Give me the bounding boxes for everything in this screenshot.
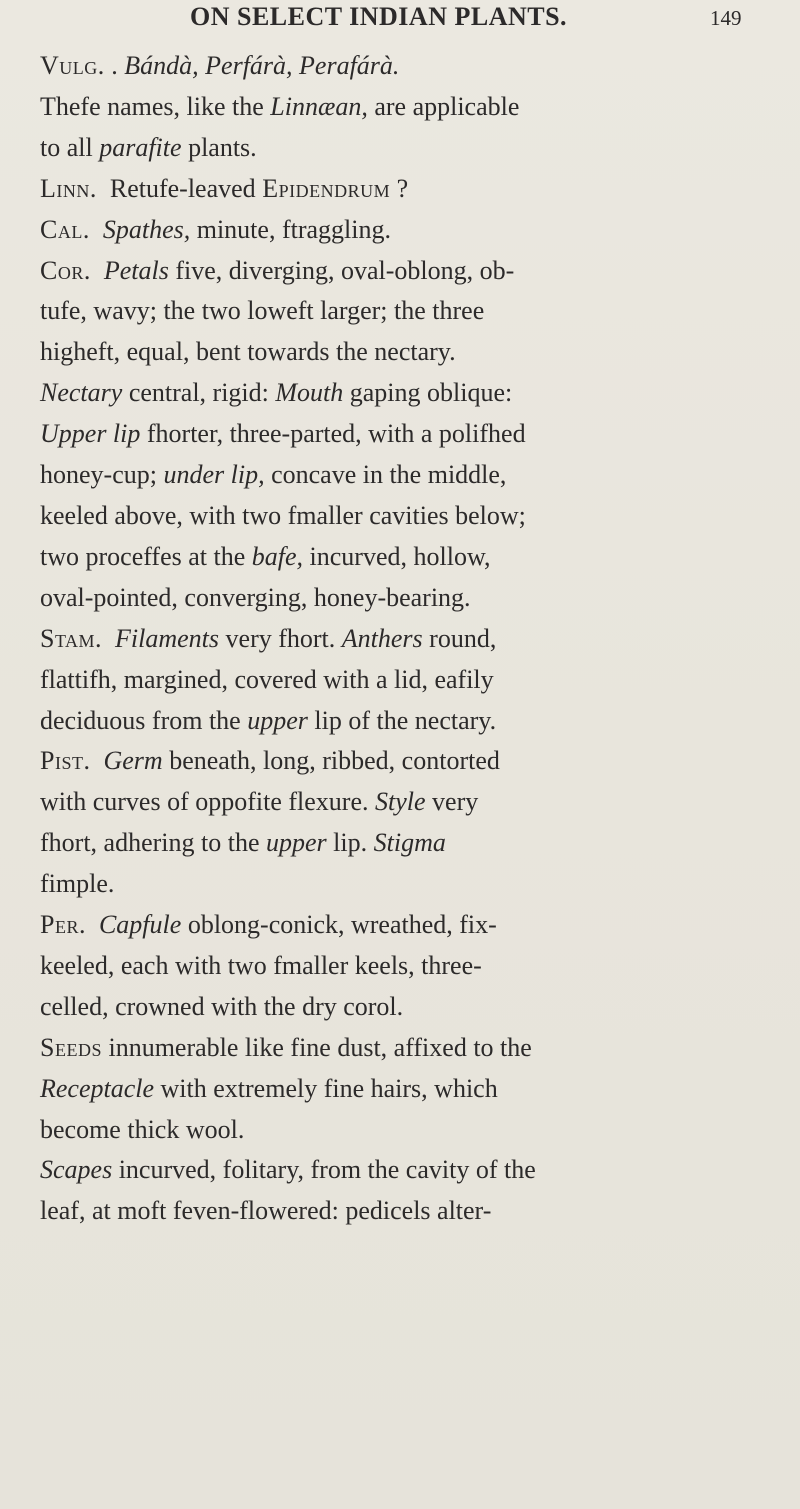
italic-term: upper xyxy=(266,828,327,858)
text-run: incurved, hollow, xyxy=(303,541,491,571)
text-line xyxy=(40,537,770,578)
entry-label: Per. xyxy=(40,910,86,940)
text-line xyxy=(40,87,770,128)
text-run: fhorter, three-parted, with a polifhed xyxy=(140,419,526,449)
text-run: keeled, each with two fmaller keels, three- xyxy=(40,950,482,980)
running-head xyxy=(0,2,800,42)
entry-paragraph xyxy=(40,1150,770,1232)
text-line xyxy=(40,128,770,169)
botanical-description xyxy=(40,46,770,1232)
text-line xyxy=(40,455,770,496)
text-run: minute, ftraggling. xyxy=(190,214,391,244)
text-run: plants. xyxy=(181,132,257,162)
text-run xyxy=(102,624,115,653)
italic-term: Filaments xyxy=(115,623,220,653)
text-run: tufe, wavy; the two loweft larger; the three xyxy=(40,296,485,326)
entry-label: Stam. xyxy=(40,623,103,653)
entry-label: Linn. xyxy=(40,173,97,203)
text-run: celled, crowned with the dry corol. xyxy=(40,991,404,1021)
text-run: with curves of oppofite flexure. xyxy=(40,787,376,817)
text-run: fhort, adhering to the xyxy=(40,828,266,858)
text-run xyxy=(90,746,103,775)
text-run xyxy=(90,215,103,244)
italic-term: Style xyxy=(375,787,426,817)
italic-term: bafe, xyxy=(251,541,304,571)
text-run: innumerable like fine dust, affixed to the xyxy=(101,1032,532,1062)
text-run: deciduous from the xyxy=(40,705,248,735)
text-run: Thefe names, like the xyxy=(40,91,271,121)
page-number: 149 xyxy=(710,6,742,30)
text-run: Retufe-leaved xyxy=(96,173,263,203)
text-line xyxy=(40,741,770,782)
text-run: five, diverging, oval-oblong, ob- xyxy=(168,255,515,285)
text-run: with extremely fine hairs, which xyxy=(154,1073,498,1103)
text-line xyxy=(40,1028,770,1069)
text-line xyxy=(40,1150,770,1191)
text-run: central, rigid: xyxy=(122,378,276,408)
text-run: lip of the nectary. xyxy=(307,705,497,735)
text-run: Epidendrum xyxy=(262,173,391,203)
italic-term: upper xyxy=(247,705,308,735)
text-line xyxy=(40,1069,770,1110)
text-line xyxy=(40,496,770,537)
entry-paragraph xyxy=(40,741,770,905)
text-line xyxy=(40,782,770,823)
text-line xyxy=(40,46,770,87)
text-run: incurved, folitary, from the cavity of the xyxy=(112,1155,536,1185)
text-run: higheft, equal, bent towards the nectary. xyxy=(40,337,456,367)
text-line xyxy=(40,414,770,455)
italic-term: Germ xyxy=(103,746,163,776)
text-run: . xyxy=(104,51,125,80)
entry-label: Seeds xyxy=(40,1032,102,1062)
text-line xyxy=(40,1191,770,1232)
entry-paragraph xyxy=(40,169,770,210)
entry-paragraph xyxy=(40,210,770,251)
text-run: beneath, long, ribbed, contorted xyxy=(162,746,500,776)
text-line xyxy=(40,905,770,946)
entry-paragraph xyxy=(40,373,770,618)
entry-paragraph xyxy=(40,905,770,1028)
text-run xyxy=(91,256,104,285)
italic-term: Receptacle xyxy=(40,1073,155,1103)
running-title: ON SELECT INDIAN PLANTS. xyxy=(190,2,568,31)
text-run: keeled above, with two fmaller cavities below; xyxy=(40,500,526,530)
italic-term: Linnæan, xyxy=(270,91,368,121)
text-run xyxy=(86,910,99,939)
text-line xyxy=(40,332,770,373)
italic-term: Spathes, xyxy=(102,214,191,244)
text-line xyxy=(40,169,770,210)
text-line xyxy=(40,210,770,251)
italic-term: Stigma xyxy=(373,828,446,858)
text-line xyxy=(40,251,770,292)
text-run: two proceffes at the xyxy=(40,541,252,571)
text-run: round, xyxy=(422,623,497,653)
text-run: flattifh, margined, covered with a lid, eafily xyxy=(40,664,494,694)
italic-term: Anthers xyxy=(341,623,423,653)
entry-label: Pist. xyxy=(40,746,91,776)
italic-term: parafite xyxy=(99,132,182,162)
text-line xyxy=(40,291,770,332)
text-run: oval-pointed, converging, honey-bearing. xyxy=(40,582,471,612)
text-line xyxy=(40,578,770,619)
entry-paragraph xyxy=(40,251,770,374)
text-run: ? xyxy=(390,173,409,203)
text-run: very xyxy=(425,787,479,817)
text-run: become thick wool. xyxy=(40,1114,245,1144)
italic-term: Scapes xyxy=(40,1155,113,1185)
italic-term: Bándà, Perfárà, Perafárà. xyxy=(124,51,400,80)
text-line xyxy=(40,660,770,701)
text-run: gaping oblique: xyxy=(343,378,513,408)
text-line xyxy=(40,946,770,987)
entry-paragraph xyxy=(40,87,770,169)
entry-label: Vulg. xyxy=(40,51,105,80)
text-run: lip. xyxy=(326,828,374,858)
text-run: are applicable xyxy=(367,91,520,121)
text-line xyxy=(40,987,770,1028)
text-line xyxy=(40,1110,770,1151)
text-run: very fhort. xyxy=(219,623,342,653)
text-run: leaf, at moft feven-flowered: pedicels alter- xyxy=(40,1196,492,1226)
italic-term: Capfule xyxy=(98,910,182,940)
italic-term: Upper lip xyxy=(40,419,141,449)
entry-paragraph xyxy=(40,1028,770,1151)
text-run: honey-cup; xyxy=(40,460,164,490)
text-line xyxy=(40,823,770,864)
entry-paragraph xyxy=(40,46,770,87)
entry-label: Cal. xyxy=(40,214,90,244)
italic-term: Nectary xyxy=(40,378,123,408)
italic-term: under lip, xyxy=(163,460,265,490)
text-run: to all xyxy=(40,132,100,162)
entry-label: Cor. xyxy=(40,255,91,285)
text-run: concave in the middle, xyxy=(264,460,507,490)
italic-term: Mouth xyxy=(275,378,344,408)
entry-paragraph xyxy=(40,619,770,742)
italic-term: Petals xyxy=(103,255,169,285)
text-run: oblong-conick, wreathed, fix- xyxy=(181,910,497,940)
text-line xyxy=(40,619,770,660)
text-line xyxy=(40,701,770,742)
text-line xyxy=(40,373,770,414)
text-line xyxy=(40,864,770,905)
text-run: fimple. xyxy=(40,869,115,899)
